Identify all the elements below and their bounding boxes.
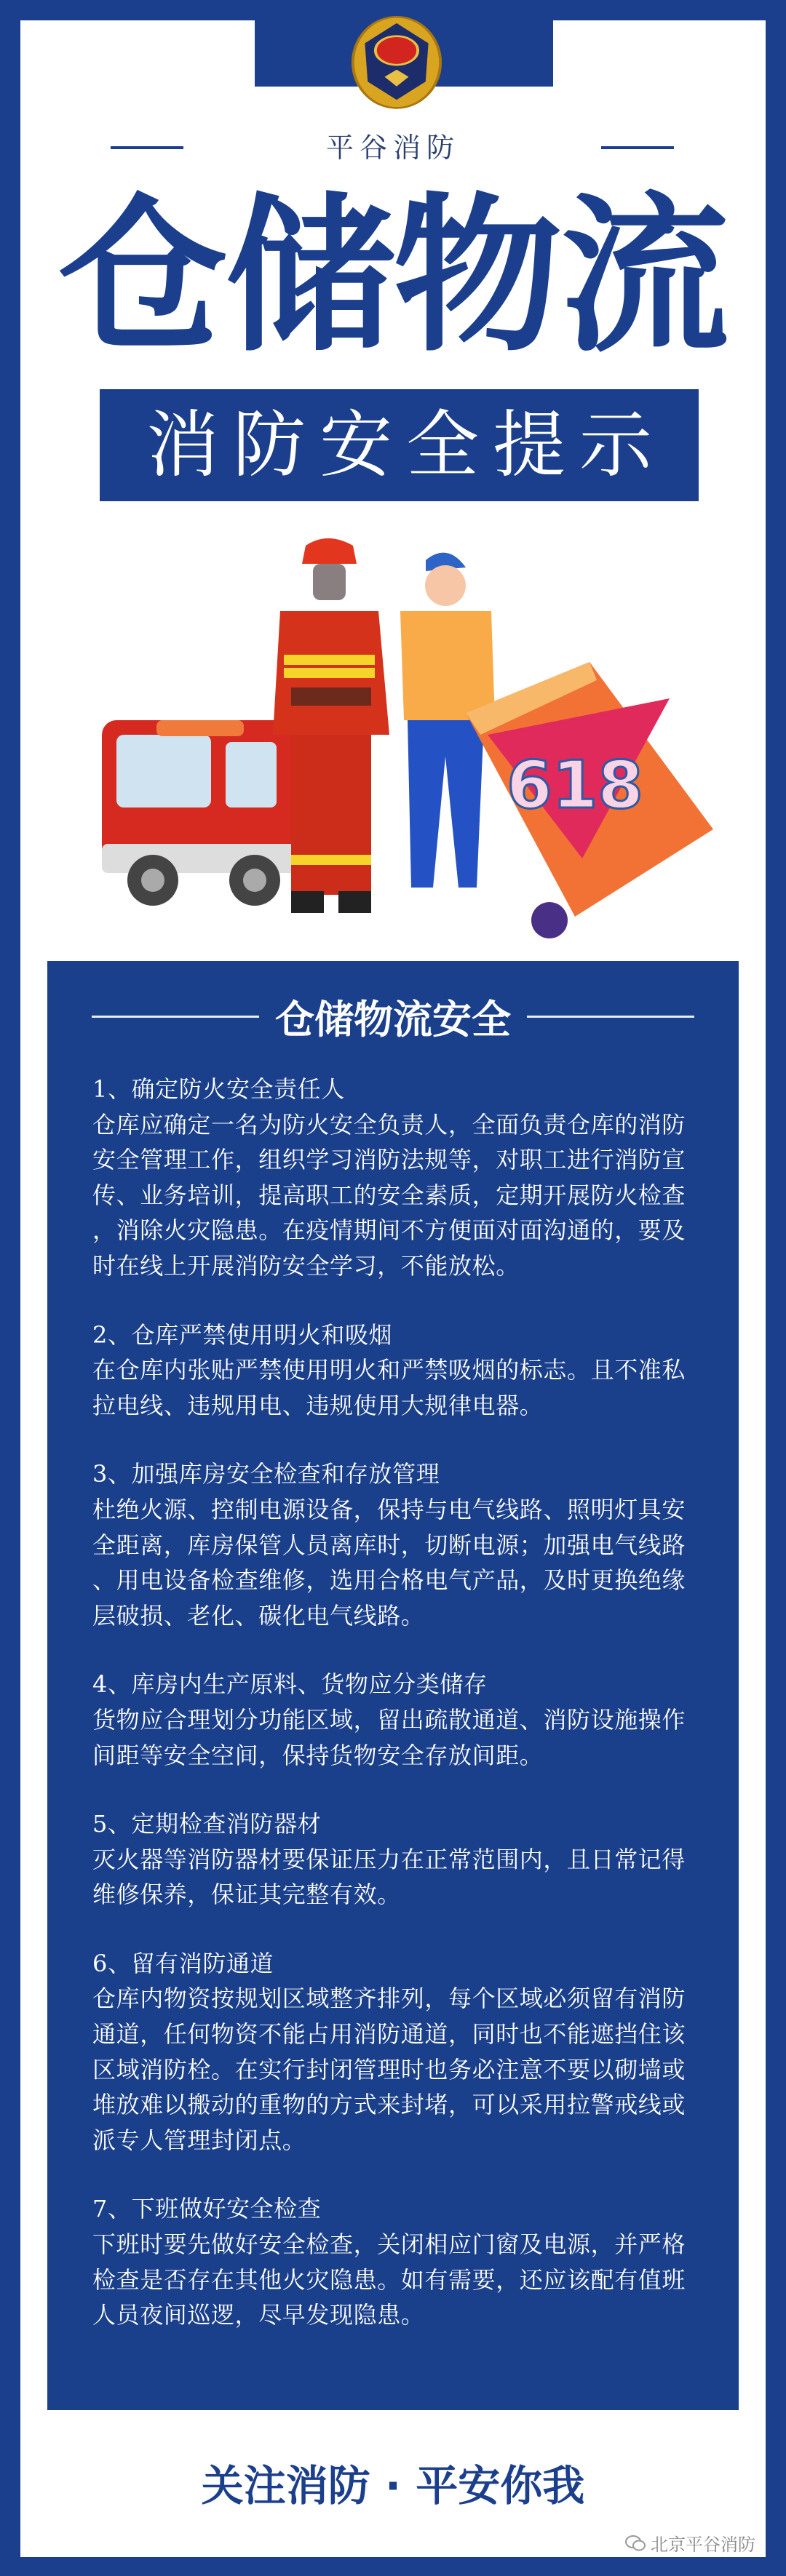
- tip-body-line: 拉电线、违规用电、违规使用大规律电器。: [92, 1391, 544, 1419]
- tip-item: [92, 1667, 702, 1773]
- tip-body-line: 检查是否存在其他火灾隐患。如有需要，还应该配有值班: [92, 2265, 686, 2294]
- tip-heading: 1、确定防火安全责任人: [92, 1075, 345, 1103]
- tip-heading: 6、留有消防通道: [92, 1949, 274, 1977]
- tip-body-line: 灭火器等消防器材要保证压力在正常范围内，且日常记得: [92, 1845, 686, 1873]
- subtitle: 消防安全提示: [146, 402, 666, 487]
- tip-body-line: 仓库应确定一名为防火安全负责人，全面负责仓库的消防: [92, 1110, 686, 1139]
- tip-item: [92, 1317, 702, 1424]
- tip-body-line: 人员夜间巡逻，尽早发现隐患。: [92, 2301, 425, 2329]
- wechat-icon: [624, 2534, 646, 2553]
- tip-body-line: 通道，任何物资不能占用消防通道，同时也不能遮挡住该: [92, 2020, 686, 2049]
- tip-body-line: 在仓库内张贴严禁使用明火和严禁吸烟的标志。且不准私: [92, 1356, 686, 1384]
- subtitle-banner: [100, 389, 699, 501]
- tip-body-line: 派专人管理封闭点。: [92, 2126, 306, 2154]
- tip-item: [92, 1806, 702, 1913]
- fire-rescue-emblem-icon: [349, 15, 444, 113]
- tip-item: [92, 1946, 702, 2158]
- box-label-618: 618: [507, 747, 643, 824]
- tip-body-line: 下班时要先做好安全检查，关闭相应门窗及电源，并严格: [92, 2230, 686, 2259]
- tip-heading: 5、定期检查消防器材: [92, 1810, 322, 1838]
- watermark: [624, 2530, 755, 2556]
- tip-body-line: 堆放难以搬动的重物的方式来封堵，可以采用拉警戒线或: [92, 2091, 686, 2119]
- footer-slogan: 关注消防 · 平安你我: [201, 2461, 585, 2511]
- tip-body-line: 货物应合理划分功能区域，留出疏散通道、消防设施操作: [92, 1705, 686, 1734]
- tip-item: [92, 2191, 702, 2332]
- tip-item: [92, 1072, 702, 1284]
- tip-body-line: 维修保养，保证其完整有效。: [92, 1881, 401, 1909]
- tip-heading: 3、加强库房安全检查和存放管理: [92, 1460, 440, 1488]
- illustration: [73, 524, 728, 946]
- tip-body-line: 仓库内物资按规划区域整齐排列，每个区域必须留有消防: [92, 1985, 686, 2013]
- tip-body-line: 区域消防栓。在实行封闭管理时也务必注意不要以砌墙或: [92, 2055, 686, 2083]
- section-line-left: [92, 1016, 259, 1018]
- tip-body-line: 全距离，库房保管人员离库时，切断电源；加强电气线路: [92, 1531, 686, 1559]
- tip-body-line: 、用电设备检查维修，选用合格电气产品，及时更换绝缘: [92, 1566, 686, 1595]
- watermark-text: 北京平谷消防: [651, 2535, 755, 2555]
- tip-body-line: 传、业务培训，提高职工的安全素质，定期开展防火检查: [92, 1181, 686, 1209]
- section-line-right: [527, 1016, 694, 1018]
- tip-body-line: 间距等安全空间，保持货物安全存放间距。: [92, 1741, 544, 1769]
- tip-body-line: ，消除火灾隐患。在疫情期间不方便面对面沟通的，要及: [92, 1216, 686, 1245]
- tip-heading: 7、下班做好安全检查: [92, 2195, 322, 2223]
- divider-right: [601, 146, 674, 149]
- tip-body-line: 时在线上开展消防安全学习，不能放松。: [92, 1251, 520, 1280]
- section-header: [47, 994, 739, 1042]
- page-title: 仓储物流: [57, 178, 728, 375]
- tip-body-line: 安全管理工作，组织学习消防法规等，对职工进行消防宣: [92, 1146, 686, 1174]
- org-name: 平谷消防: [325, 132, 460, 164]
- tips-list: [47, 1072, 702, 2333]
- tip-heading: 2、仓库严禁使用明火和吸烟: [92, 1320, 393, 1349]
- tip-heading: 4、库房内生产原料、货物应分类储存: [92, 1670, 488, 1699]
- section-title: 仓储物流安全: [275, 995, 511, 1042]
- parcel-trolley-icon: [466, 662, 713, 938]
- tip-item: [92, 1456, 702, 1633]
- tip-body-line: 杜绝火源、控制电源设备，保持与电气线路、照明灯具安: [92, 1495, 686, 1523]
- safety-tips-panel: [47, 961, 739, 2410]
- tip-body-line: 层破损、老化、碳化电气线路。: [92, 1601, 425, 1630]
